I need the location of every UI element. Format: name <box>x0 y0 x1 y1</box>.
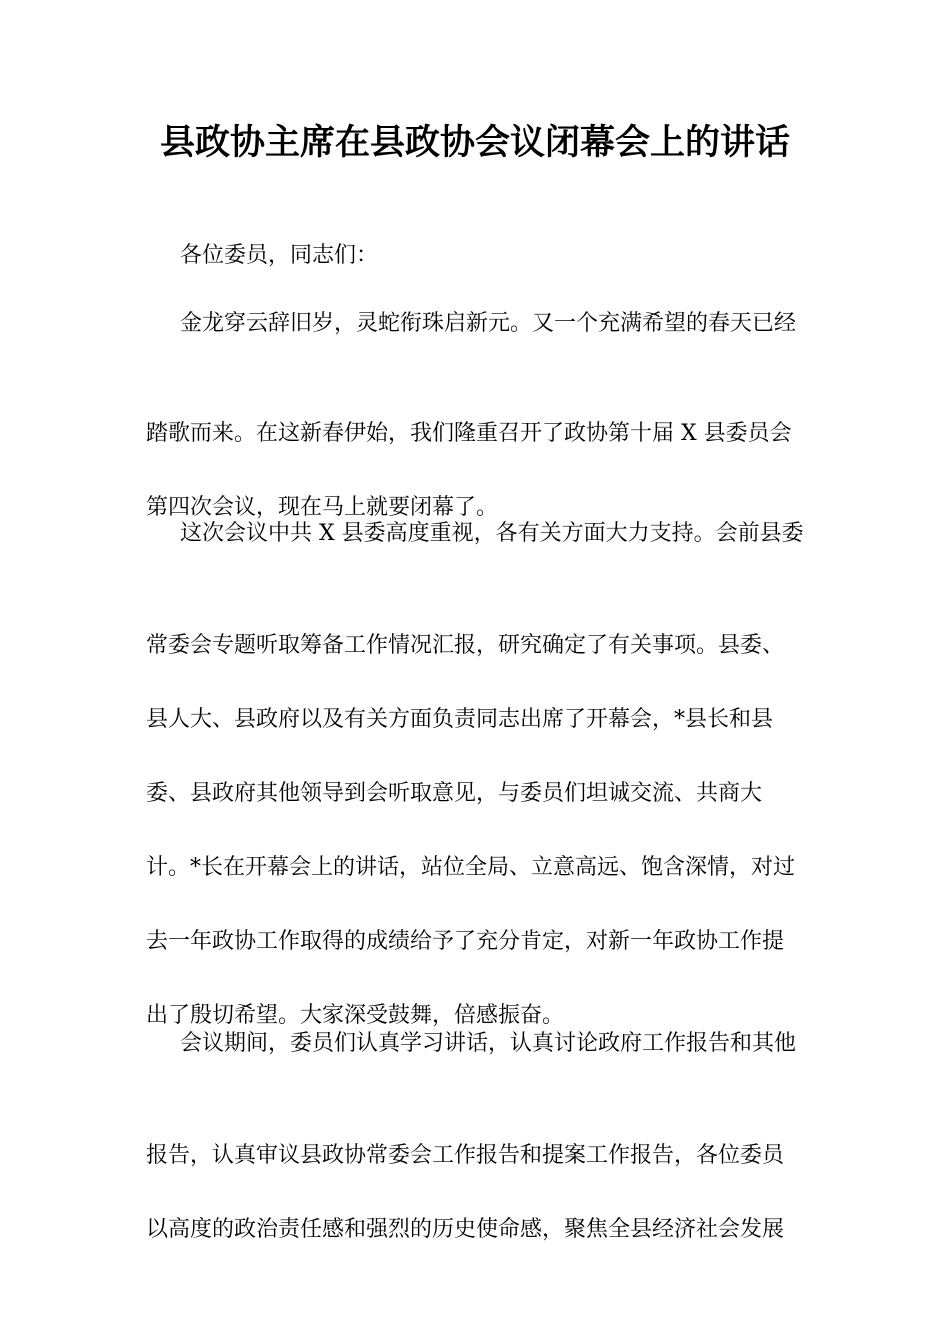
paragraph-line: 以高度的政治责任感和强烈的历史使命感，聚焦全县经济社会发展 <box>146 1217 785 1242</box>
paragraph-line: 金龙穿云辞旧岁，灵蛇衔珠启新元。又一个充满希望的春天已经 <box>180 311 797 336</box>
document-title: 县政协主席在县政协会议闭幕会上的讲话 <box>159 122 790 163</box>
paragraph-line: 县人大、县政府以及有关方面负责同志出席了开幕会，*县长和县 <box>146 707 774 732</box>
paragraph-line: 会议期间，委员们认真学习讲话，认真讨论政府工作报告和其他 <box>180 1031 797 1056</box>
paragraph-line: 这次会议中共 X 县委高度重视，各有关方面大力支持。会前县委 <box>180 521 804 546</box>
paragraph-line: 委、县政府其他领导到会听取意见，与委员们坦诚交流、共商大 <box>146 781 763 806</box>
paragraph-line: 第四次会议，现在马上就要闭幕了。 <box>146 495 499 520</box>
paragraph-line: 报告，认真审议县政协常委会工作报告和提案工作报告，各位委员 <box>146 1143 785 1168</box>
paragraph-line: 出了殷切希望。大家深受鼓舞，倍感振奋。 <box>146 1003 565 1028</box>
paragraph-line: 去一年政协工作取得的成绩给予了充分肯定，对新一年政协工作提 <box>146 929 785 954</box>
paragraph-salutation <box>146 236 378 276</box>
paragraph-line: 常委会专题听取筹备工作情况汇报，研究确定了有关事项。县委、 <box>146 633 785 658</box>
paragraph-line: 计。*长在开幕会上的讲话，站位全局、立意高远、饱含深情，对过 <box>146 855 796 880</box>
paragraph-line: 踏歌而来。在这新春伊始，我们隆重召开了政协第十届 X 县委员会 <box>146 421 792 446</box>
paragraph-line: 各位委员，同志们： <box>180 243 379 268</box>
